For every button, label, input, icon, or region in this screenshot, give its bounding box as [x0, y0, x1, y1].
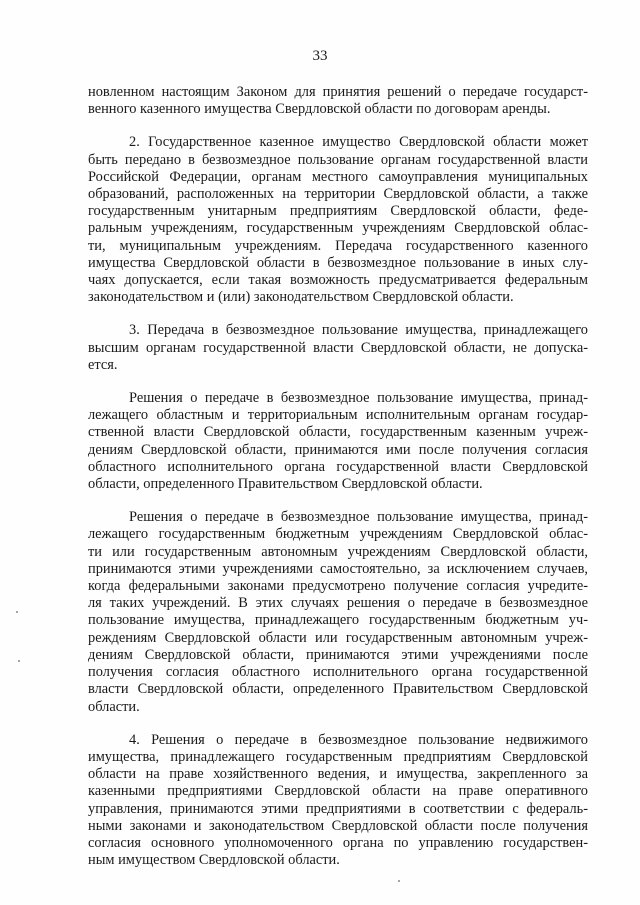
- scan-speck: [398, 880, 400, 882]
- scan-speck: [18, 660, 20, 662]
- text-line: ля таких учреждений. В этих случаях решения о передаче в безвозмездное: [88, 595, 588, 612]
- text-line: ти или государственным автономным учреждениям Свердловской области,: [88, 543, 588, 560]
- text-line: власти Свердловской области, определенного Правительством Свердловской: [88, 681, 588, 698]
- text-line: имущества Свердловской области в безвозмездное пользование в иных слу-: [88, 254, 588, 271]
- text-line: государственным унитарным предприятиям Свердловской области, феде-: [88, 203, 588, 220]
- text-line: Российской Федерации, органам местного самоуправления муниципальных: [88, 168, 588, 185]
- text-line: быть передано в безвозмездное пользование органам государственной власти: [88, 151, 588, 168]
- paragraph-gap: [88, 493, 588, 509]
- text-line: казенными предприятиями Свердловской области на праве оперативного: [88, 783, 588, 800]
- paragraph: [88, 732, 588, 870]
- text-line: принимаются этими учреждениями самостоятельно, за исключением случаев,: [88, 560, 588, 577]
- text-line: Решения о передаче в безвозмездное пользование имущества, принад-: [129, 390, 588, 407]
- paragraph-gap: [88, 118, 588, 134]
- paragraph-gap: [88, 716, 588, 732]
- text-line: 2. Государственное казенное имущество Свердловской области может: [129, 134, 588, 151]
- paragraph: [88, 390, 588, 493]
- text-line: ется.: [88, 356, 118, 373]
- text-line: чаях допускается, если такая возможность предусматривается федеральным: [88, 272, 588, 289]
- text-line: дениям Свердловской области, принимаются этими учреждениями после: [88, 646, 588, 663]
- text-line: высшим органам государственной власти Свердловской области, не допуска-: [88, 339, 588, 356]
- paragraph: [88, 322, 588, 374]
- paragraph: [88, 134, 588, 306]
- text-line: пользование имущества, принадлежащего государственным бюджетным уч-: [88, 612, 588, 629]
- text-line: ственной власти Свердловской области, государственным казенным учреж-: [88, 424, 588, 441]
- text-line: области, определенного Правительством Свердловской области.: [88, 476, 483, 493]
- text-line: области на праве хозяйственного ведения, и имущества, закрепленного за: [88, 766, 588, 783]
- text-line: законодательством и (или) законодательством Свердловской области.: [88, 289, 514, 306]
- page-number: 33: [312, 48, 328, 64]
- text-line: 3. Передача в безвозмездное пользование имущества, принадлежащего: [129, 322, 588, 339]
- text-line: лежащего государственным бюджетным учреждениям Свердловской облас-: [88, 526, 588, 543]
- text-line: образований, расположенных на территории Свердловской области, а также: [88, 186, 588, 203]
- text-line: областного исполнительного органа государственной власти Свердловской: [88, 458, 588, 475]
- text-line: ными законами и законодательством Свердловской области после получения: [88, 817, 588, 834]
- text-line: ным имуществом Свердловской области.: [88, 852, 340, 869]
- paragraph: [88, 509, 588, 715]
- paragraph: [88, 84, 588, 118]
- text-line: лежащего областным и территориальным исполнительным органам государ-: [88, 407, 588, 424]
- paragraph-gap: [88, 374, 588, 390]
- text-line: дениям Свердловской области, принимаются ими после получения согласия: [88, 441, 588, 458]
- text-line: области.: [88, 698, 140, 715]
- text-line: ти, муниципальным учреждениям. Передача государственного казенного: [88, 237, 588, 254]
- text-line: 4. Решения о передаче в безвозмездное пользование недвижимого: [129, 731, 588, 748]
- text-line: реждениям Свердловской области или государственным автономным учреж-: [88, 629, 588, 646]
- text-line: новленном настоящим Законом для принятия решений о передаче государст-: [88, 84, 588, 100]
- text-line: когда федеральными законами предусмотрено получение согласия учредите-: [88, 578, 588, 595]
- text-line: имущества, принадлежащего государственным предприятиям Свердловской: [88, 748, 588, 765]
- scan-speck: [16, 611, 18, 613]
- text-line: ральным учреждениям, государственным учреждениям Свердловской облас-: [88, 220, 588, 237]
- text-line: получения согласия областного исполнительного органа государственной: [88, 664, 588, 681]
- paragraph-gap: [88, 306, 588, 322]
- text-line: согласия основного уполномоченного органа по управлению государствен-: [88, 834, 588, 851]
- text-line: Решения о передаче в безвозмездное пользование имущества, принад-: [129, 509, 588, 526]
- document-body: [88, 84, 588, 869]
- text-line: управления, принимаются этими предприятиями в соответствии с федераль-: [88, 800, 588, 817]
- text-line: венного казенного имущества Свердловской области по договорам аренды.: [88, 101, 551, 118]
